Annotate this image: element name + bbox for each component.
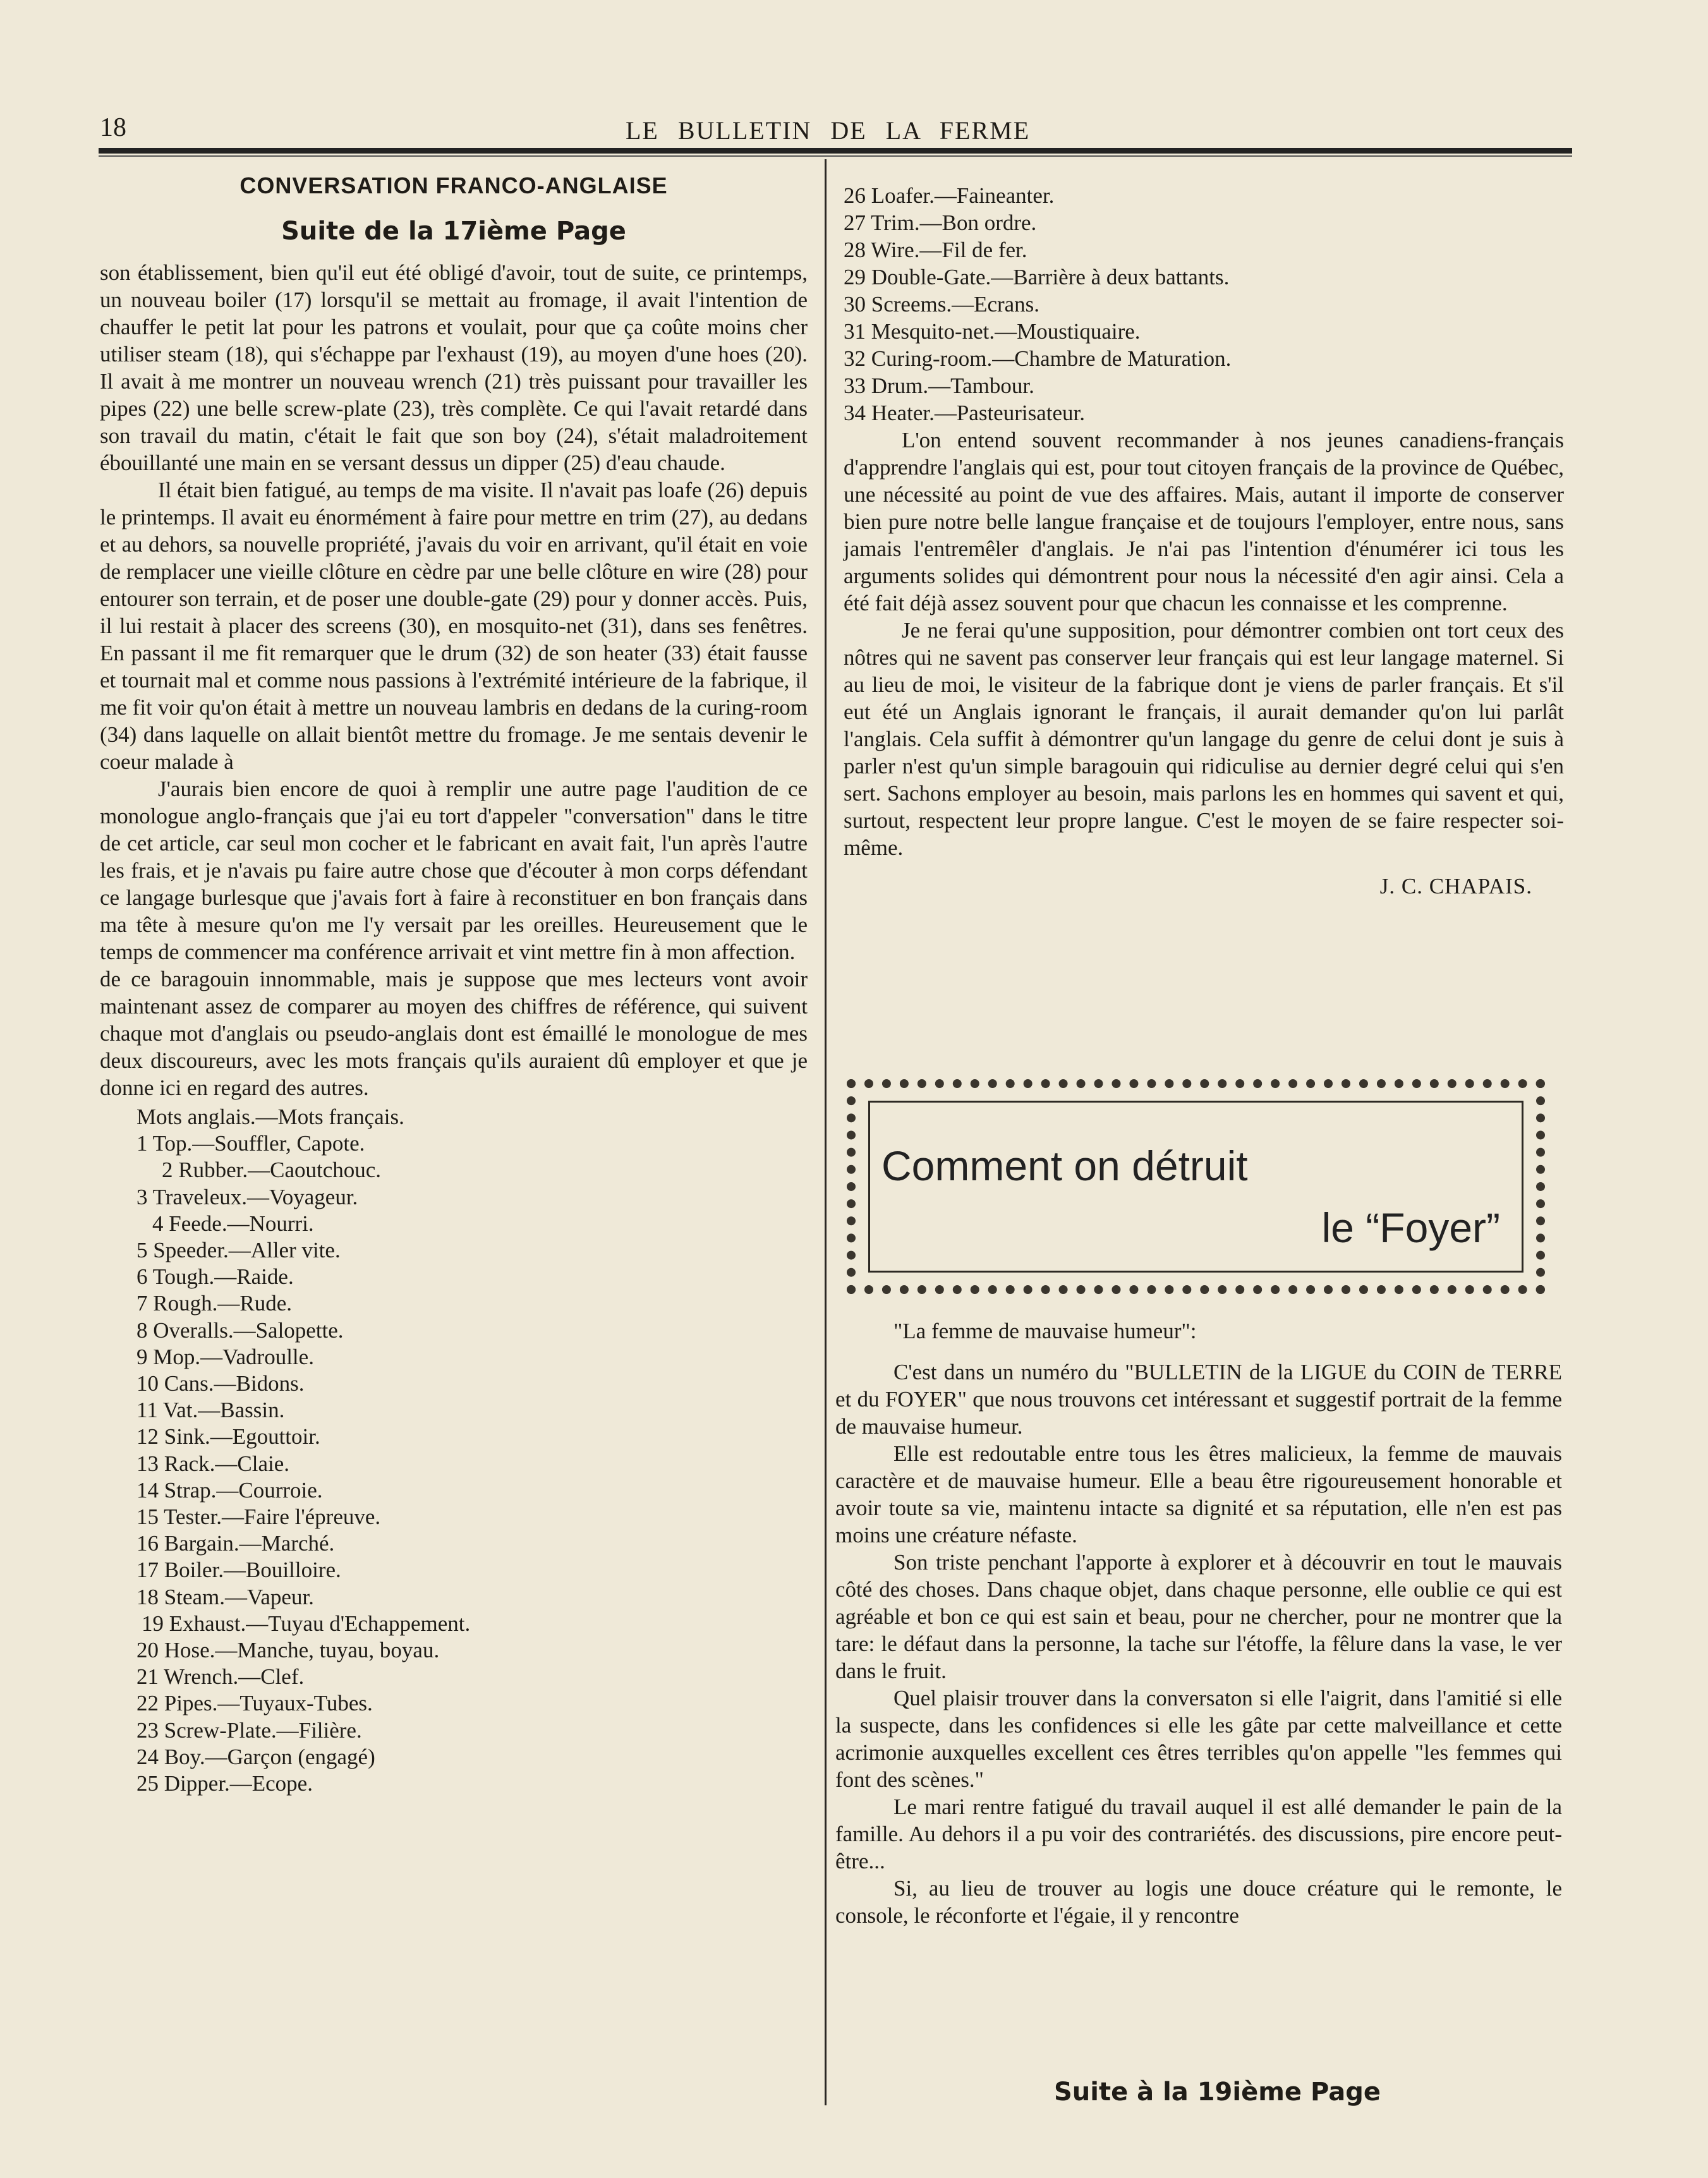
- page-number: 18: [100, 113, 126, 142]
- continuation-subtitle: Suite de la 17ième Page: [281, 217, 626, 246]
- paragraph: Je ne ferai qu'une supposition, pour démontrer combien ont tort ceux des nôtres qui ne savent pas conserver leur français qui est leur langage maternel. Si au lieu de moi, le visiteur de la fabrique dont je viens de parler français. Et s'il eut été un Anglais ignorant le français, il aurait demander qu'on lui parlât l'anglais. Cela suffit à démontrer qu'un langage du genre de celui dont je suis à parler n'est qu'un simple baragouin qui ridiculise au dernier degré celui qui s'en sert. Sachons employer au besoin, mais parlons les en hommes qui savent et qui, surtout, respectent leur propre langue. C'est le moyen de se faire respecter soi-même.: [844, 618, 1564, 860]
- paragraph: Quel plaisir trouver dans la conversaton si elle l'aigrit, dans l'amitié si elle la suspecte, dans les confidences si elle les gâte par cette malveillance et cette acrimonie auxquelles excellent ces êtres terribles qu'on appelle "les femmes qui font des scènes.": [835, 1686, 1562, 1792]
- vocabulary-item: 6 Tough.—Raide.: [136, 1264, 294, 1290]
- right-column: [844, 182, 1564, 900]
- vocabulary-item: 32 Curing-room.—Chambre de Maturation.: [844, 346, 1232, 371]
- article-title-line-1: Comment on détruit: [881, 1142, 1248, 1189]
- vocabulary-item: 11 Vat.—Bassin.: [136, 1398, 285, 1423]
- vocabulary-item: 10 Cans.—Bidons.: [136, 1371, 305, 1396]
- article-body: [835, 1317, 1562, 1929]
- left-column: [100, 172, 808, 1797]
- paragraph: C'est dans un numéro du "BULLETIN de la LIGUE du COIN de TERRE et du FOYER" que nous trouvons cet intéressant et suggestif portrait de la femme de mauvaise humeur.: [835, 1360, 1562, 1439]
- paragraph: "La femme de mauvaise humeur":: [893, 1319, 1197, 1343]
- vocabulary-item: 3 Traveleux.—Voyageur.: [136, 1184, 358, 1209]
- column-divider: [825, 159, 827, 2105]
- vocabulary-item: 31 Mesquito-net.—Moustiquaire.: [844, 319, 1141, 344]
- vocabulary-item: 13 Rack.—Claie.: [136, 1451, 290, 1476]
- publication-title: LE BULLETIN DE LA FERME: [626, 116, 1031, 145]
- vocabulary-item: 12 Sink.—Egouttoir.: [136, 1424, 320, 1449]
- vocabulary-item: 30 Screems.—Ecrans.: [844, 292, 1040, 317]
- header-rule-thin: [99, 155, 1572, 157]
- vocabulary-item: 24 Boy.—Garçon (engagé): [136, 1744, 375, 1769]
- article-title-line-2: le “Foyer”: [1321, 1204, 1500, 1251]
- article-title-frame: [847, 1079, 1545, 1294]
- vocabulary-item: 4 Feede.—Nourri.: [152, 1211, 314, 1236]
- paragraph: son établissement, bien qu'il eut été obligé d'avoir, tout de suite, ce printemps, un nouveau boiler (17) lorsqu'il se mettait au fromage, il avait l'intention de chauffer le petit lat pour les patrons et voulait, pour que ça coûte moins cher utiliser steam (18), qui s'échappe par l'exhaust (19), au moyen d'une hoes (20). Il avait à me montrer un nouveau wrench (21) très puissant pour travailler les pipes (22) une belle screw-plate (23), très complète. Ce qui l'avait retardé dans son travail du matin, c'était le fait que son boy (24), s'était maladroitement ébouillanté une main en se versant dessus un dipper (25) d'eau chaude.: [100, 260, 808, 475]
- vocabulary-item: 20 Hose.—Manche, tuyau, boyau.: [136, 1638, 440, 1663]
- vocabulary-item: 22 Pipes.—Tuyaux-Tubes.: [136, 1691, 373, 1716]
- vocabulary-item: 26 Loafer.—Faineanter.: [844, 183, 1055, 208]
- vocabulary-item: 15 Tester.—Faire l'épreuve.: [136, 1504, 381, 1530]
- vocabulary-item: 14 Strap.—Courroie.: [136, 1477, 323, 1503]
- vocabulary-item: 33 Drum.—Tambour.: [844, 373, 1034, 398]
- vocabulary-item: 16 Bargain.—Marché.: [136, 1531, 335, 1556]
- vocabulary-list: [100, 1104, 808, 1797]
- vocabulary-item: 17 Boiler.—Bouilloire.: [136, 1558, 341, 1583]
- author-signature: J. C. CHAPAIS.: [1379, 874, 1532, 898]
- vocabulary-item: 34 Heater.—Pasteurisateur.: [844, 401, 1085, 425]
- vocabulary-item: 7 Rough.—Rude.: [136, 1291, 292, 1316]
- vocabulary-item: 29 Double-Gate.—Barrière à deux battants.: [844, 265, 1230, 289]
- vocabulary-item: 5 Speeder.—Aller vite.: [136, 1238, 341, 1263]
- paragraph: de ce baragouin innommable, mais je suppose que mes lecteurs vont avoir maintenant assez de comparer au moyen des chiffres de référence, qui suivent chaque mot d'anglais ou pseudo-anglais dont est émaillé le monologue de mes deux discoureurs, avec les mots français qu'ils auraient dû employer et que je donne ici en regard des autres.: [100, 967, 808, 1100]
- article-title-inner-frame: [868, 1101, 1523, 1273]
- section-title: CONVERSATION FRANCO-ANGLAISE: [239, 172, 668, 198]
- paragraph: Il était bien fatigué, au temps de ma visite. Il n'avait pas loafe (26) depuis le printemps. Il avait eu énormément à faire pour mettre en trim (27), au dedans et au dehors, sa nouvelle propriété, j'avais du voir en arrivant, qu'il était en voie de remplacer une vieille clôture en cèdre par une belle clôture en wire (28) pour entourer son terrain, et de poser une double-gate (29) pour y donner accès. Puis, il lui restait à placer des screens (30), en mosquito-net (31), dans ses fenêtres. En passant il me fit remarquer que le drum (32) de son heater (33) était fausse et tournait mal et comme nous passions à l'extrémité intérieure de la fabrique, il me fit voir qu'on était à mettre un nouveau lambris en dedans de la curing-room (34) dans laquelle on allait bientôt mettre du fromage. Je me sentais devenir le coeur malade à: [100, 478, 808, 774]
- vocabulary-item: 2 Rubber.—Caoutchouc.: [162, 1158, 382, 1183]
- vocabulary-item: 28 Wire.—Fil de fer.: [844, 238, 1027, 262]
- paragraph: Le mari rentre fatigué du travail auquel il est allé demander le pain de la famille. Au dehors il a pu voir des contrariétés. des discussions, pire encore peut-être...: [835, 1794, 1562, 1873]
- continued-on-page: Suite à la 19ième Page: [1054, 2078, 1381, 2107]
- paragraph: L'on entend souvent recommander à nos jeunes canadiens-français d'apprendre l'anglais qui est, pour tout citoyen français de la province de Québec, une nécessité au point de vue des affaires. Mais, autant il importe de conserver bien pure notre belle langue française et de toujours l'employer, entre nous, sans jamais l'entremêler d'anglais. Je n'ai pas l'intention d'énumérer ici tous les arguments solides qui démontrent pour nous la nécessité d'en agir ainsi. Cela a été fait déjà assez souvent pour que chacun les connaisse et les comprenne.: [844, 428, 1564, 615]
- vocabulary-header: Mots anglais.—Mots français.: [136, 1104, 404, 1129]
- vocabulary-item: 23 Screw-Plate.—Filière.: [136, 1717, 362, 1743]
- vocabulary-item: 27 Trim.—Bon ordre.: [844, 210, 1037, 235]
- vocabulary-list-continued: [844, 182, 1564, 427]
- vocabulary-item: 8 Overalls.—Salopette.: [136, 1317, 344, 1343]
- vocabulary-item: 21 Wrench.—Clef.: [136, 1664, 305, 1690]
- paragraph: Elle est redoutable entre tous les êtres malicieux, la femme de mauvais caractère et de mauvaise humeur. Elle a beau être rigoureusement honorable et avoir toute sa vie, maintenu intacte sa dignité et sa réputation, elle n'en est pas moins une créature néfaste.: [835, 1441, 1562, 1547]
- vocabulary-item: 9 Mop.—Vadroulle.: [136, 1344, 314, 1369]
- vocabulary-item: 25 Dipper.—Ecope.: [136, 1771, 313, 1796]
- vocabulary-item: 1 Top.—Souffler, Capote.: [136, 1131, 365, 1156]
- vocabulary-item: 19 Exhaust.—Tuyau d'Echappement.: [142, 1611, 471, 1636]
- header-rule: [99, 148, 1572, 154]
- paragraph: Son triste penchant l'apporte à explorer et à découvrir en tout le mauvais côté des choses. Dans chaque objet, dans chaque personne, elle oublie ce qui est agréable et bon ce qui est sain et beau, pour ne chercher, pour ne montrer que la tare: le défaut dans la personne, la tache sur l'étoffe, la fêlure dans la vase, le ver dans le fruit.: [835, 1550, 1562, 1683]
- paragraph: J'aurais bien encore de quoi à remplir une autre page l'audition de ce monologue anglo-français que j'ai eu tort d'appeler "conversation" dans le titre de cet article, car seul mon cocher et le fabricant en avait fait, l'un après l'autre les frais, et je n'avais pu faire autre chose que d'écouter à mon corps défendant ce langage burlesque que j'avais fort à faire à reconstituer en bon français dans ma tête à mesure qu'on me l'y versait par les oreilles. Heureusement que le temps de commencer ma conférence arrivait et vint mettre fin à mon affection.: [100, 777, 808, 964]
- vocabulary-item: 18 Steam.—Vapeur.: [136, 1584, 314, 1609]
- paragraph: Si, au lieu de trouver au logis une douce créature qui le remonte, le console, le réconforte et l'égaie, il y rencontre: [835, 1876, 1562, 1928]
